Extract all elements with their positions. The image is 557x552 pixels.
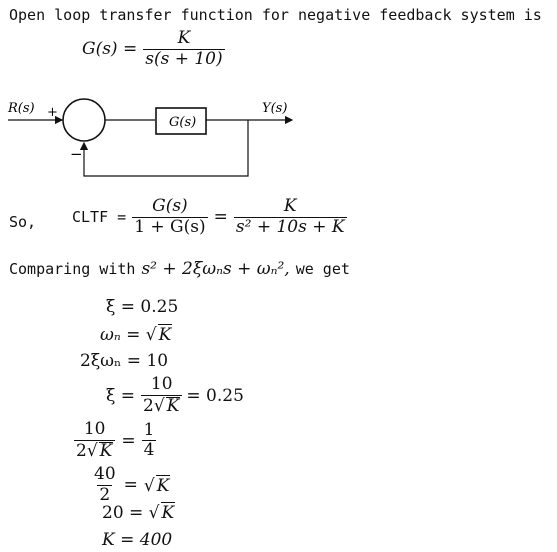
step-result: K = 400	[102, 530, 173, 550]
so-label: So,	[9, 213, 37, 231]
cltf-equation	[72, 198, 347, 237]
comparing-expression: s² + 2ξωₙs + ωₙ²,	[141, 259, 290, 279]
block-diagram	[0, 90, 330, 185]
step-twenty: 20 = √ K	[102, 503, 175, 523]
comparing-suffix: we get	[295, 260, 350, 278]
cltf-fraction-1	[132, 198, 207, 237]
minus-sign: −	[70, 145, 83, 163]
gs-numerator: K	[177, 28, 191, 48]
cltf-label: CLTF =	[72, 208, 127, 227]
step-omega: ωₙ = √ K	[100, 325, 172, 345]
cltf-equals: =	[213, 207, 228, 228]
cltf-den2: s² + 10s + K	[235, 216, 345, 237]
cltf-fraction-2	[234, 198, 347, 237]
plus-sign: +	[47, 105, 58, 120]
comparing-prefix: Comparing with	[9, 260, 136, 278]
cltf-num1: G(s)	[152, 196, 188, 216]
open-loop-equation	[82, 30, 225, 69]
plant-label: G(s)	[169, 115, 197, 130]
step-xi: ξ = 0.25	[106, 297, 179, 317]
comparing-line	[9, 259, 350, 279]
gs-fraction	[143, 30, 224, 69]
gs-lhs: G(s) =	[82, 39, 138, 60]
intro-text: Open loop transfer function for negative feedback system is	[9, 6, 542, 24]
step-ratio: $\frac{10}{2√ K}$ = $\frac{1}{4}$	[76, 419, 155, 461]
step-xi-fraction: ξ = $\frac{10}{2√ K}$ = 0.25	[106, 374, 244, 416]
cltf-den1: 1 + G(s)	[134, 216, 206, 237]
input-label: R(s)	[8, 101, 35, 116]
step-forty-half: $\frac{40}{2}$ = √ K	[94, 464, 170, 505]
step-two-xi-omega: 2ξωₙ = 10	[80, 351, 169, 371]
output-label: Y(s)	[262, 101, 288, 116]
cltf-num2: K	[283, 196, 297, 216]
summing-junction	[63, 99, 105, 141]
gs-denominator: s(s + 10)	[145, 48, 223, 69]
